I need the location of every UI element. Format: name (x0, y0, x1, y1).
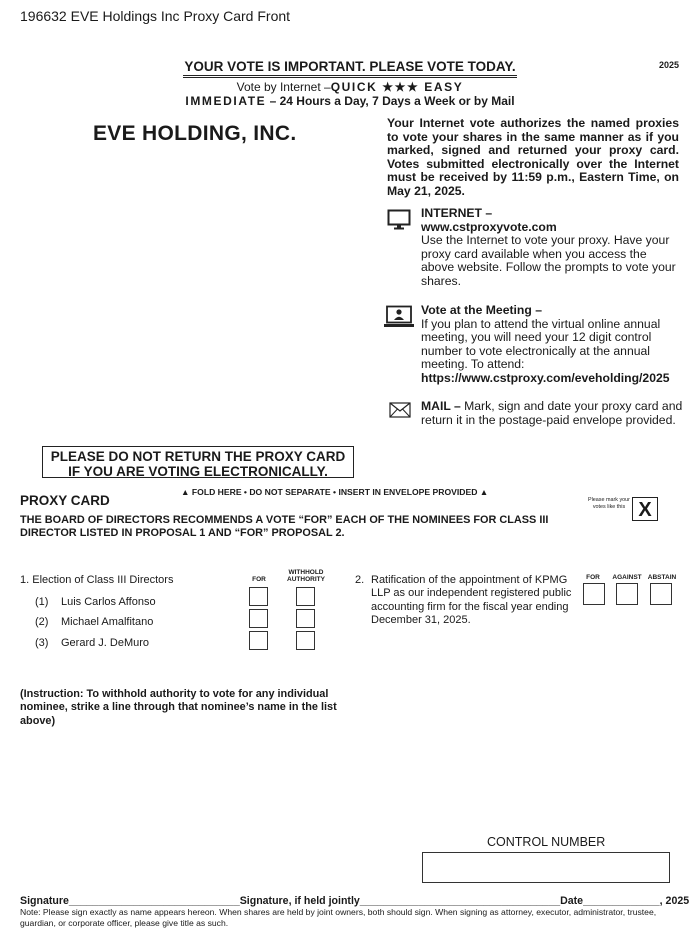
vote-by-internet-line (0, 80, 700, 94)
meeting-instructions: If you plan to attend the virtual online annual meeting, you will need your 12 digit control number to vote electronically at the annual meeting. To attend: (421, 316, 661, 372)
vote-important-text: YOUR VOTE IS IMPORTANT. PLEASE VOTE TODAY. (183, 59, 516, 78)
mail-method (421, 400, 683, 427)
meeting-method (421, 304, 691, 386)
proposal2-text: Ratification of the appointment of KPMG LLP as our independent registered public accounting firm for the fiscal year ending December 31, 2025. (371, 574, 572, 627)
proposal2-number: 2. (355, 574, 365, 586)
internet-instructions: Use the Internet to vote your proxy. Have your proxy card available when you access the above website. Follow the prompts to vote your shares. (421, 233, 676, 288)
signing-note: Note: Please sign exactly as name appears hereon. When shares are held by joint owners, both should sign. When signing as attorney, executor, administrator, trustee, guardian, or corporate officer, please give title as such. (20, 907, 657, 928)
internet-method (421, 207, 683, 289)
meeting-title: Vote at the Meeting – (421, 303, 542, 317)
nominee-2-name: Michael Amalfitano (61, 616, 154, 628)
nominee-2-number: (2) (35, 616, 49, 628)
proposal1-withhold-header (283, 569, 329, 583)
nominee-1-number: (1) (35, 596, 49, 608)
vote-line1-pre: Vote by Internet – (236, 80, 331, 94)
proposal1-title: 1. Election of Class III Directors (20, 574, 174, 586)
monitor-icon (387, 209, 411, 236)
proposal2-against-checkbox[interactable] (616, 583, 638, 605)
meeting-url[interactable]: https://www.cstproxy.com/eveholding/2025 (421, 370, 670, 385)
nominee-3-for-checkbox[interactable] (249, 631, 268, 650)
vote-line2-rest: – 24 Hours a Day, 7 Days a Week or by Mail (266, 94, 515, 108)
company-name: EVE HOLDING, INC. (93, 122, 297, 145)
mail-instructions: Mark, sign and date your proxy card and return it in the postage-paid envelope provided. (421, 399, 683, 427)
internet-url[interactable]: www.cstproxyvote.com (421, 219, 557, 234)
withhold-instruction: (Instruction: To withhold authority to vote for any individual nominee, strike a line through that nominee’s name in the list above) (20, 688, 337, 727)
proposal1-for-header: FOR (252, 576, 266, 583)
nominee-2-for-checkbox[interactable] (249, 609, 268, 628)
withhold-header-line1: WITHHOLD (288, 569, 324, 576)
mark-example-note: Please mark your votes like this (588, 497, 630, 510)
control-number-label: CONTROL NUMBER (487, 835, 606, 849)
proxy-card-title: PROXY CARD (20, 493, 110, 508)
notice-line1: PLEASE DO NOT RETURN THE PROXY CARD (50, 449, 346, 464)
internet-title: INTERNET – (421, 206, 493, 220)
electronic-voting-notice (42, 446, 354, 478)
mark-example-box: X (632, 497, 658, 521)
vote-important-heading (0, 59, 700, 78)
nominee-3-withhold-checkbox[interactable] (296, 631, 315, 650)
nominee-1-withhold-checkbox[interactable] (296, 587, 315, 606)
nominee-2-withhold-checkbox[interactable] (296, 609, 315, 628)
nominee-3-name: Gerard J. DeMuro (61, 637, 150, 649)
vote-line1-emph: QUICK ★★★ EASY (330, 80, 464, 94)
vote-line2-emph: IMMEDIATE (185, 94, 267, 108)
envelope-icon (389, 402, 411, 423)
header-year: 2025 (658, 60, 679, 70)
nominee-1-for-checkbox[interactable] (249, 587, 268, 606)
mail-title: MAIL – (421, 399, 461, 413)
proposal2-for-checkbox[interactable] (583, 583, 605, 605)
control-number-box[interactable] (422, 852, 670, 883)
proposal2-abstain-checkbox[interactable] (650, 583, 672, 605)
proposal2-for-header: FOR (586, 574, 600, 581)
proposal2-against-header: AGAINST (612, 574, 642, 581)
notice-line2: IF YOU ARE VOTING ELECTRONICALLY. (68, 464, 328, 479)
nominee-1-name: Luis Carlos Affonso (61, 596, 156, 608)
signature-line[interactable]: Signature_____________________________Signature, if held jointly__________________________________Date_____________, 2025 (20, 895, 690, 907)
board-recommendation: THE BOARD OF DIRECTORS RECOMMENDS A VOTE “FOR” EACH OF THE NOMINEES FOR CLASS III DIRECTOR LISTED IN PROPOSAL 1 AND “FOR” PROPOSAL 2. (20, 514, 549, 540)
nominee-3-number: (3) (35, 637, 49, 649)
proposal2-abstain-header: ABSTAIN (647, 574, 677, 581)
fold-instruction: ▲ FOLD HERE • DO NOT SEPARATE • INSERT IN ENVELOPE PROVIDED ▲ (181, 487, 489, 497)
virtual-meeting-icon (383, 305, 415, 334)
internet-authorization-text: Your Internet vote authorizes the named proxies to vote your shares in the same manner as if you marked, signed and returned your proxy card. Votes submitted electronically over the Internet must be received by 11:59 p.m., Eastern Time, on May 21, 2025. (387, 116, 679, 198)
vote-availability-line (0, 94, 700, 108)
withhold-header-line2: AUTHORITY (287, 576, 325, 583)
document-id: 196632 EVE Holdings Inc Proxy Card Front (20, 8, 291, 24)
